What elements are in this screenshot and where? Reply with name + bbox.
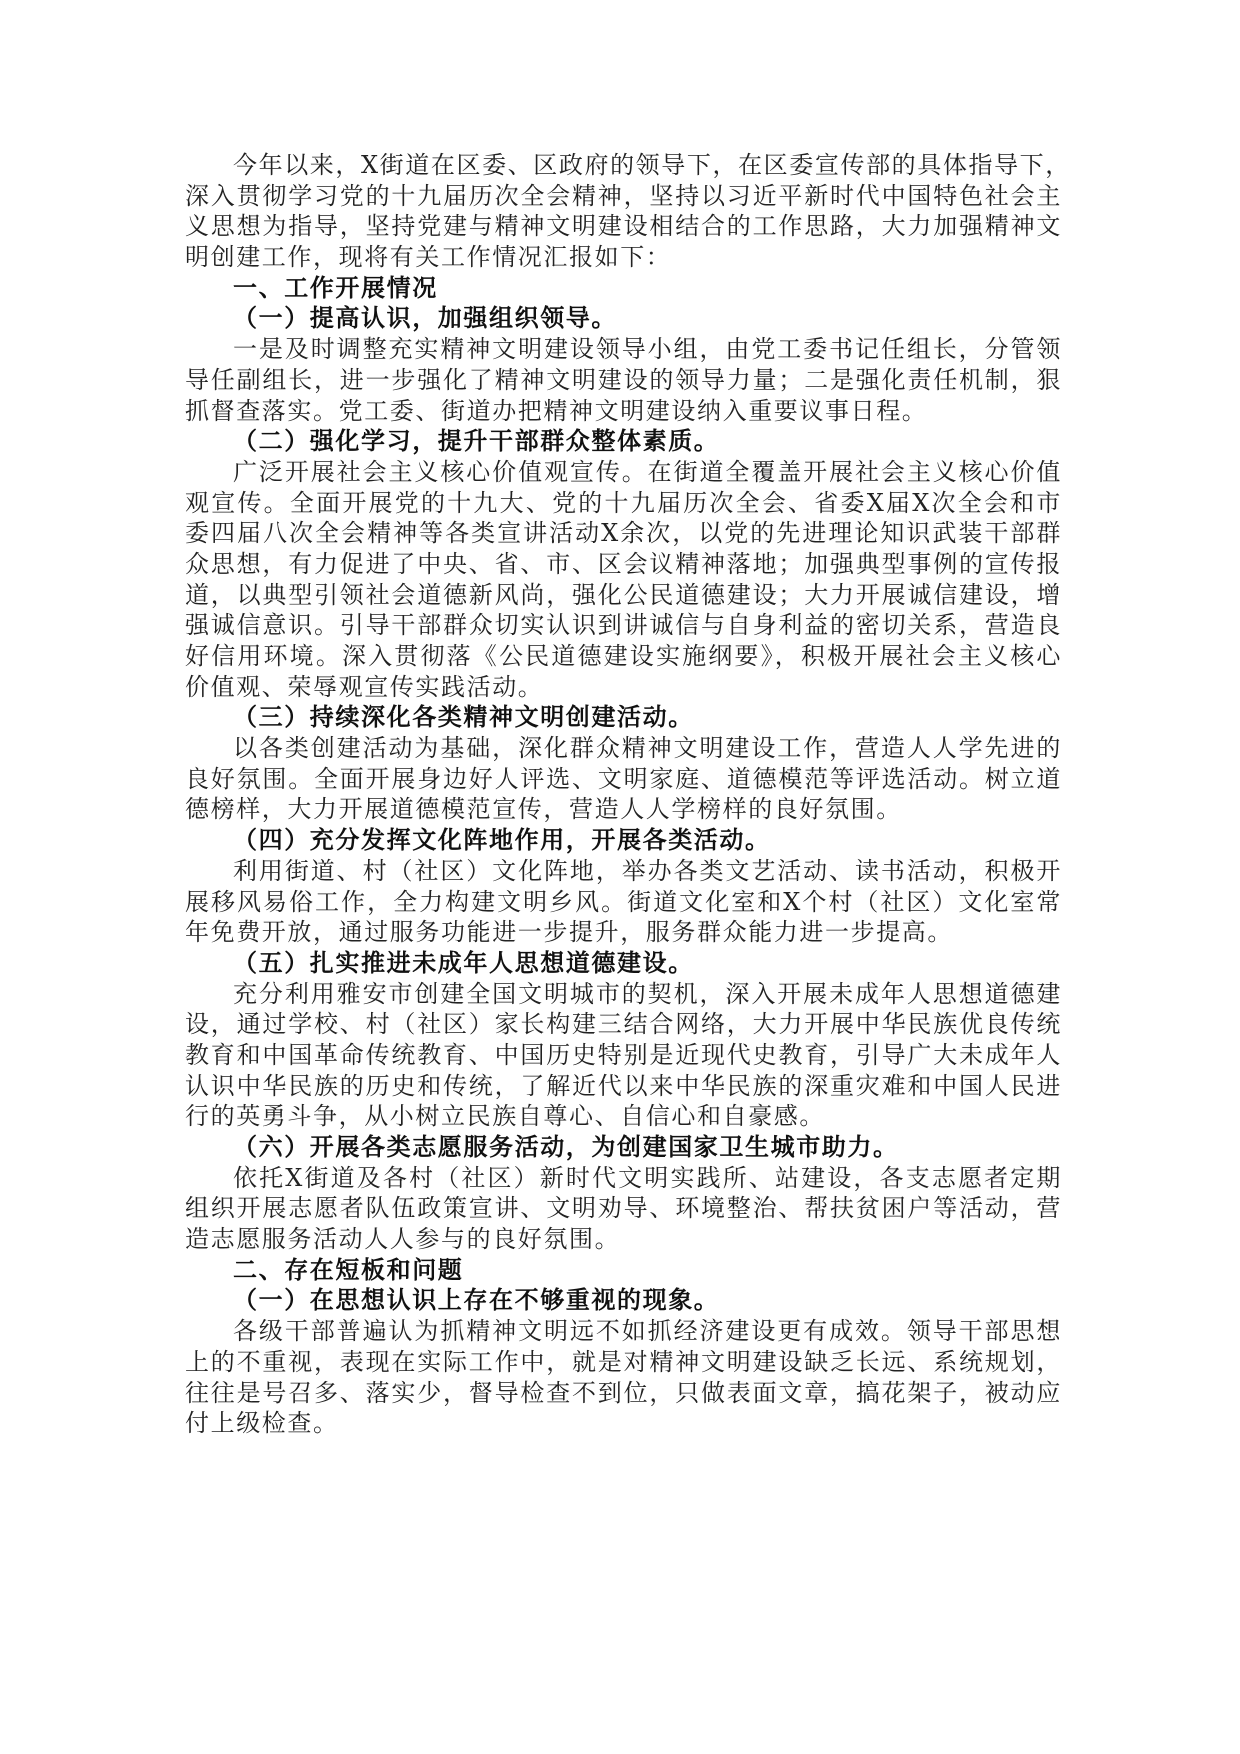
paragraph bbox=[185, 457, 1062, 703]
section-heading bbox=[185, 273, 1062, 304]
text-line: 充分利用雅安市创建全国文明城市的契机，深入开展未成年人思想道德建 bbox=[233, 979, 1062, 1008]
text-line: 道，以典型引领社会道德新风尚，强化公民道德建设；大力开展诚信建设，增 bbox=[185, 580, 1062, 609]
text-line: 深入贯彻学习党的十九届历次全会精神，坚持以习近平新时代中国特色社会主 bbox=[185, 181, 1062, 210]
section-heading bbox=[185, 1132, 1062, 1163]
text-line: 一是及时调整充实精神文明建设领导小组，由党工委书记任组长，分管领 bbox=[233, 335, 1062, 364]
text-line: 设，通过学校、村（社区）家长构建三结合网络，大力开展中华民族优良传统 bbox=[185, 1010, 1062, 1039]
paragraph bbox=[185, 979, 1062, 1132]
text-line: 导任副组长，进一步强化了精神文明建设的领导力量；二是强化责任机制，狠 bbox=[185, 365, 1062, 394]
text-line: 以各类创建活动为基础，深化群众精神文明建设工作，营造人人学先进的 bbox=[233, 734, 1062, 763]
section-heading bbox=[185, 1285, 1062, 1316]
text-line: （六）开展各类志愿服务活动，为创建国家卫生城市助力。 bbox=[233, 1133, 899, 1161]
paragraph bbox=[185, 150, 1071, 273]
section-heading bbox=[185, 825, 1062, 856]
paragraph bbox=[185, 1316, 1062, 1439]
section-heading bbox=[185, 303, 1062, 334]
text-line: 广泛开展社会主义核心价值观宣传。在街道全覆盖开展社会主义核心价值 bbox=[233, 457, 1062, 486]
paragraph bbox=[185, 733, 1062, 825]
document-body bbox=[185, 150, 1071, 1439]
text-line: 教育和中国革命传统教育、中国历史特别是近现代史教育，引导广大未成年人 bbox=[185, 1040, 1062, 1069]
text-line: （二）强化学习，提升干部群众整体素质。 bbox=[233, 427, 720, 456]
paragraph bbox=[185, 1163, 1062, 1255]
text-line: 年免费开放，通过服务功能进一步提升，服务群众能力进一步提高。 bbox=[185, 918, 953, 947]
section-heading bbox=[185, 948, 1062, 979]
text-line: 德榜样，大力开展道德模范宣传，营造人人学榜样的良好氛围。 bbox=[185, 795, 902, 824]
text-line: 今年以来，X街道在区委、区政府的领导下，在区委宣传部的具体指导下， bbox=[233, 151, 1071, 179]
text-line: 依托X街道及各村（社区）新时代文明实践所、站建设，各支志愿者定期 bbox=[233, 1163, 1062, 1192]
text-line: （四）充分发挥文化阵地作用，开展各类活动。 bbox=[233, 826, 771, 855]
paragraph bbox=[185, 334, 1062, 426]
text-line: 展移风易俗工作，全力构建文明乡风。街道文化室和X个村（社区）文化室常 bbox=[185, 887, 1062, 916]
text-line: 好信用环境。深入贯彻落《公民道德建设实施纲要》，积极开展社会主义核心 bbox=[185, 642, 1062, 670]
section-heading bbox=[185, 702, 1062, 733]
text-line: 义思想为指导，坚持党建与精神文明建设相结合的工作思路，大力加强精神文 bbox=[185, 212, 1062, 241]
text-line: （五）扎实推进未成年人思想道德建设。 bbox=[233, 948, 694, 977]
text-line: 各级干部普遍认为抓精神文明远不如抓经济建设更有成效。领导干部思想 bbox=[233, 1317, 1062, 1346]
text-line: 组织开展志愿者队伍政策宣讲、文明劝导、环境整治、帮扶贫困户等活动，营 bbox=[185, 1194, 1062, 1223]
text-line: 一、工作开展情况 bbox=[233, 273, 438, 302]
paragraph bbox=[185, 856, 1062, 948]
text-line: 委四届八次全会精神等各类宣讲活动X余次，以党的先进理论知识武装干部群 bbox=[185, 519, 1062, 548]
text-line: 良好氛围。全面开展身边好人评选、文明家庭、道德模范等评选活动。树立道 bbox=[185, 764, 1062, 793]
text-line: 利用街道、村（社区）文化阵地，举办各类文艺活动、读书活动，积极开 bbox=[233, 856, 1062, 885]
text-line: 上的不重视，表现在实际工作中，就是对精神文明建设缺乏长远、系统规划， bbox=[185, 1347, 1062, 1376]
text-line: 众思想，有力促进了中央、省、市、区会议精神落地；加强典型事例的宣传报 bbox=[185, 549, 1062, 578]
text-line: 抓督查落实。党工委、街道办把精神文明建设纳入重要议事日程。 bbox=[185, 396, 928, 425]
text-line: 行的英勇斗争，从小树立民族自尊心、自信心和自豪感。 bbox=[185, 1102, 825, 1131]
text-line: （一）提高认识，加强组织领导。 bbox=[233, 304, 617, 333]
section-heading bbox=[185, 1255, 1062, 1286]
text-line: 造志愿服务活动人人参与的良好氛围。 bbox=[185, 1225, 621, 1254]
text-line: 观宣传。全面开展党的十九大、党的十九届历次全会、省委X届X次全会和市 bbox=[185, 488, 1062, 517]
text-line: 认识中华民族的历史和传统，了解近代以来中华民族的深重灾难和中国人民进 bbox=[185, 1071, 1062, 1100]
text-line: （一）在思想认识上存在不够重视的现象。 bbox=[233, 1286, 720, 1315]
section-heading bbox=[185, 426, 1062, 457]
text-line: 往往是号召多、落实少，督导检查不到位，只做表面文章，搞花架子，被动应 bbox=[185, 1378, 1062, 1407]
text-line: 明创建工作，现将有关工作情况汇报如下： bbox=[185, 243, 672, 272]
text-line: 付上级检查。 bbox=[185, 1409, 339, 1438]
text-line: 二、存在短板和问题 bbox=[233, 1255, 464, 1284]
text-line: 强诚信意识。引导干部群众切实认识到讲诚信与自身利益的密切关系，营造良 bbox=[185, 611, 1062, 640]
text-line: （三）持续深化各类精神文明创建活动。 bbox=[233, 703, 694, 732]
text-line: 价值观、荣辱观宣传实践活动。 bbox=[185, 672, 544, 701]
